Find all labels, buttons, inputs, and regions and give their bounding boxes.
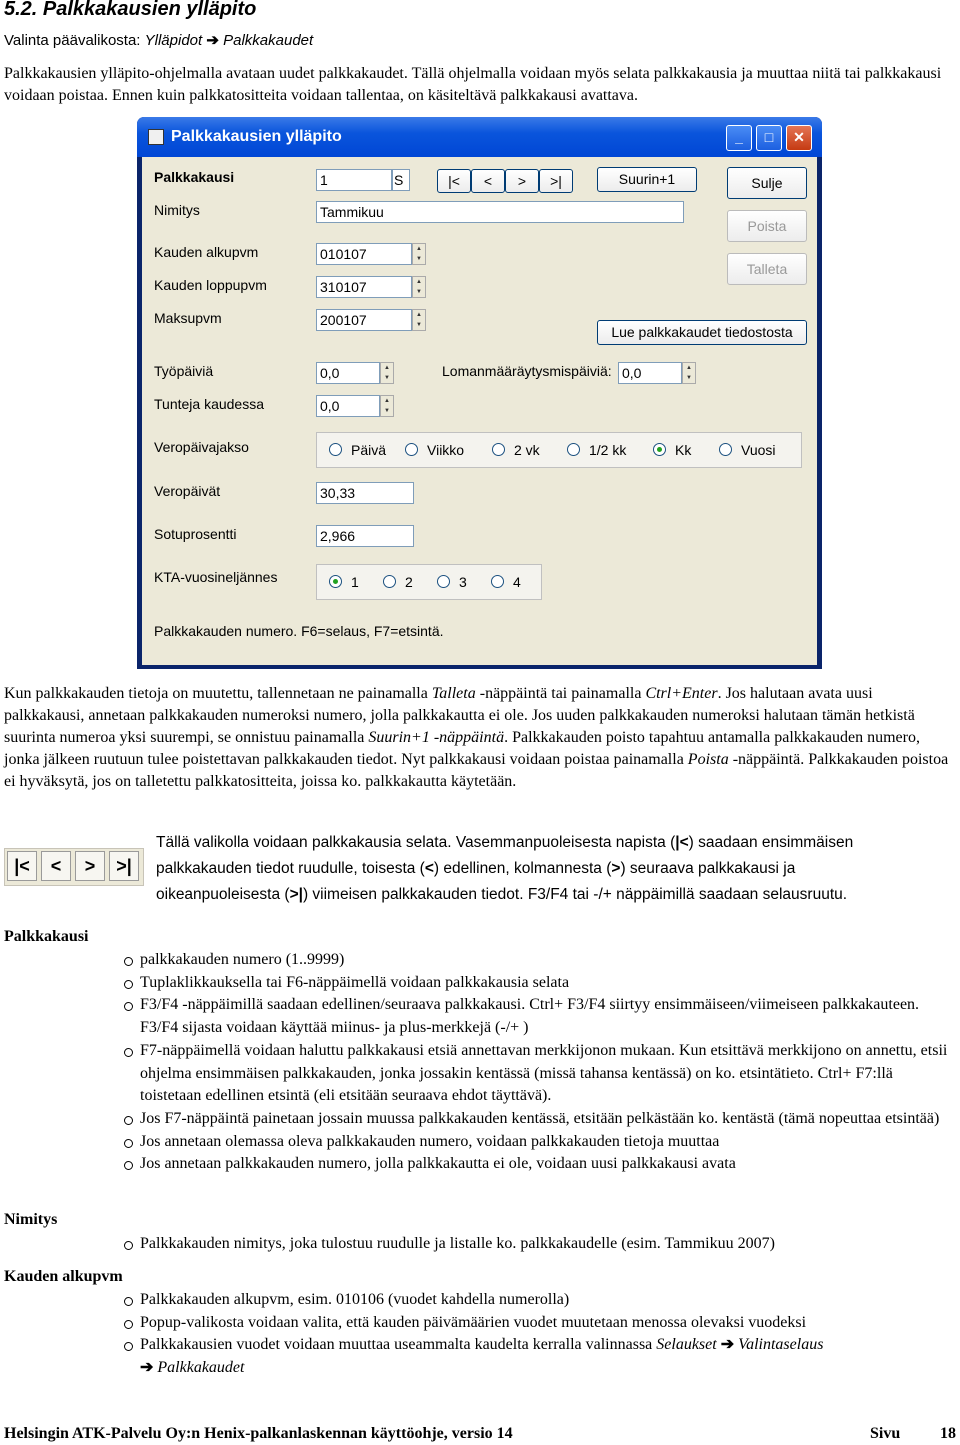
radio-circle-icon — [437, 575, 450, 588]
nav-text: ) edellinen, kolmannesta ( — [433, 860, 612, 877]
lomanmaaritys-input[interactable]: 0,0 — [618, 362, 682, 384]
kta-group — [316, 564, 542, 600]
veropaivat-label: Veropäivät — [154, 483, 221, 499]
lue-button[interactable]: Lue palkkakaudet tiedostosta — [597, 320, 807, 345]
lomanmaaritys-label: Lomanmääräytysmispäiviä: — [442, 363, 612, 379]
nav-text: oikeanpuoleisesta ( — [156, 886, 290, 903]
list-item: Jos annetaan palkkakauden numero, jolla palkkakautta ei ole, voidaan uusi palkkakausi avata — [124, 1153, 954, 1176]
nav-text: palkkakauden tiedot ruudulle, toisesta ( — [156, 860, 425, 877]
vero-option-label: Kk — [675, 442, 692, 458]
list-item: Palkkakauden alkupvm, esim. 010106 (vuodet kahdella numerolla) — [124, 1289, 954, 1312]
dialog-title: Palkkakausien ylläpito — [171, 128, 342, 145]
radio-circle-icon — [383, 575, 396, 588]
menu-path — [4, 31, 313, 49]
nav-line — [156, 830, 956, 856]
sulje-button[interactable]: Sulje — [727, 167, 807, 199]
kta-option[interactable] — [491, 574, 521, 590]
palkkakausi-list — [124, 949, 954, 1176]
vero-option[interactable] — [653, 442, 691, 458]
section-title-nimitys: Nimitys — [4, 1211, 58, 1228]
loppupvm-label: Kauden loppupvm — [154, 277, 267, 293]
tyopaivia-spinner[interactable]: ▲ ▼ — [380, 362, 394, 384]
footer-page-number: 18 — [940, 1425, 956, 1442]
veropaivajakso-group — [316, 432, 802, 468]
vero-option-label: Vuosi — [741, 442, 776, 458]
maksupvm-input[interactable]: 200107 — [316, 309, 412, 331]
first-button[interactable]: |< — [437, 169, 471, 193]
close-button[interactable]: ✕ — [786, 125, 812, 151]
radio-checked-icon — [329, 575, 342, 588]
para-em: Ctrl+Enter — [645, 685, 718, 702]
kta-option[interactable] — [383, 574, 413, 590]
sotu-input[interactable]: 2,966 — [316, 525, 414, 547]
radio-circle-icon — [491, 575, 504, 588]
page-heading: 5.2. Palkkakausien ylläpito — [4, 0, 257, 20]
prev-button[interactable]: < — [471, 169, 505, 193]
list-item: Popup-valikosta voidaan valita, että kauden päivämäärien vuodet muutetaan menossa olevaksi vuodeksi — [124, 1312, 954, 1335]
vero-option-label: 2 vk — [514, 442, 540, 458]
section-title-alkupvm: Kauden alkupvm — [4, 1268, 123, 1285]
section-title-palkkakausi: Palkkakausi — [4, 928, 89, 945]
nimitys-list — [124, 1233, 954, 1256]
status-text: Palkkakauden numero. F6=selaus, F7=etsintä. — [154, 623, 444, 639]
para-em: Poista — [687, 751, 729, 768]
list-item: F3/F4 -näppäimillä saadaan edellinen/seuraava palkkakausi. Ctrl+ F3/F4 siirtyy ensimmäiseen/viimeiseen palkkakauteen. F3/F4 sijasta voidaan käyttää miinus- ja plus-merkkejä (-/+ ) — [124, 994, 954, 1039]
radio-circle-icon — [492, 443, 505, 456]
last-button[interactable]: >| — [539, 169, 573, 193]
footer-title: Helsingin ATK-Palvelu Oy:n Henix-palkanlaskennan käyttöohje, versio 14 — [4, 1425, 513, 1442]
list-item-em: Palkkakaudet — [157, 1359, 245, 1377]
next-glyph-icon: > — [611, 860, 621, 877]
palkkakausi-input[interactable]: 1 — [316, 169, 392, 191]
vero-option[interactable] — [567, 442, 626, 458]
nav-line — [156, 856, 956, 882]
dialog-titlebar — [137, 117, 822, 157]
vero-option[interactable] — [405, 442, 464, 458]
list-item: Palkkakauden nimitys, joka tulostuu ruudulle ja listalle ko. palkkakaudelle (esim. Tammikuu 2007) — [124, 1233, 954, 1256]
kta-option-label: 1 — [351, 574, 359, 590]
maximize-button[interactable]: □ — [756, 125, 782, 151]
list-item: palkkakauden numero (1..9999) — [124, 949, 954, 972]
nav-text: ) saadaan ensimmäisen — [688, 834, 854, 851]
list-item: Jos F7-näppäintä painetaan jossain muussa palkkakauden kentässä, etsitään pelkästään ko. kentästä (tämä nopeuttaa etsintää) — [124, 1108, 954, 1131]
nav-buttons-image — [4, 848, 144, 886]
first-icon: |< — [7, 851, 37, 881]
alkupvm-spinner[interactable]: ▲ ▼ — [412, 243, 426, 265]
maksupvm-label: Maksupvm — [154, 310, 222, 326]
sotu-label: Sotuprosentti — [154, 526, 237, 542]
para-text: . Palkkakauden poisto tapahtuu antamalla palkkakauden numero, jonka jälkeen ruutuun tulee poistettavan palkkakauden tiedot. Nyt palkkakausi voidaan poistaa painamalla — [4, 729, 920, 768]
radio-circle-icon — [405, 443, 418, 456]
lomanmaaritys-spinner[interactable]: ▲ ▼ — [682, 362, 696, 384]
list-item-em: Selaukset — [656, 1336, 717, 1354]
talleta-button[interactable]: Talleta — [727, 253, 807, 285]
radio-circle-icon — [567, 443, 580, 456]
instructions-paragraph — [4, 683, 954, 793]
vero-option[interactable] — [329, 442, 386, 458]
list-item-em: Valintaselaus — [738, 1336, 824, 1354]
para-text: Kun palkkakauden tietoja on muutettu, tallennetaan ne painamalla — [4, 685, 432, 702]
app-icon — [148, 129, 164, 145]
list-item: Tuplaklikkauksella tai F6-näppäimellä voidaan palkkakausia selata — [124, 972, 954, 995]
menu-path-prefix: Valinta päävalikosta: — [4, 32, 145, 49]
last-glyph-icon: >| — [289, 886, 303, 903]
nav-text: ) seuraava palkkakausi ja — [620, 860, 796, 877]
menu-path-item2: Palkkakaudet — [223, 32, 314, 49]
menu-path-item1: Ylläpidot — [144, 32, 203, 49]
radio-circle-icon — [719, 443, 732, 456]
prev-glyph-icon: < — [424, 860, 434, 877]
dialog-client — [142, 157, 817, 665]
kta-option-label: 4 — [513, 574, 521, 590]
tyopaivia-label: Työpäiviä — [154, 363, 214, 379]
prev-icon: < — [41, 851, 71, 881]
arrow-icon: ➔ — [206, 32, 219, 49]
nav-text: ) viimeisen palkkakauden tiedot. F3/F4 tai -/+ näppäimillä saadaan selausruutu. — [302, 886, 848, 903]
palkkakausi-label: Palkkakausi — [154, 169, 235, 185]
list-item: F7-näppäimellä voidaan haluttu palkkakausi etsiä annettavan merkkijonon mukaan. Kun etsittävä merkkijono on annettu, etsii ohjelma ensimmäisen palkkakauden, jonka jossakin kentässä (missä tahansa kentässä) on ko. etsintätieto. Ctrl+ F7:llä toistetaan edellinen etsintä (eli etsitään seuraava ehdot täyttävä). — [124, 1040, 954, 1108]
list-item — [124, 1334, 954, 1379]
vero-option-label: Viikko — [427, 442, 465, 458]
last-icon: >| — [109, 851, 139, 881]
tunteja-input[interactable]: 0,0 — [316, 395, 380, 417]
para-text: -näppäintä tai painamalla — [475, 685, 646, 702]
para-text: . Jos halutaan avata uusi palkkakausi, annetaan palkkakauden numeroksi numero, jolla palkkakautta ei ole. Jos uuden palkkakauden numeroksi halutaan tämän hetkistä suurinta numeroa yksi suurempi, se onnistuu painamalla — [4, 685, 915, 746]
veropaivat-input[interactable]: 30,33 — [316, 482, 414, 504]
arrow-icon: ➔ — [140, 1359, 154, 1377]
suurin-button[interactable]: Suurin+1 — [597, 167, 697, 192]
nimitys-input[interactable]: Tammikuu — [316, 201, 684, 223]
list-item-text: Palkkakausien vuodet voidaan muuttaa useammalta kaudelta kerralla valinnassa — [140, 1336, 657, 1354]
kta-option[interactable] — [329, 574, 359, 590]
footer-page-label: Sivu — [870, 1425, 901, 1442]
para-text: -näppäintä. Palkkakauden poistoa ei hyväksytä, jos on talletettu palkkatositteita, joissa ko. palkkakautta käytetään. — [4, 751, 949, 790]
intro-paragraph: Palkkakausien ylläpito-ohjelmalla avataan uudet palkkakaudet. Tällä ohjelmalla voidaan myös selata palkkakausia ja muuttaa niitä tai palkkakausi voidaan poistaa. Ennen kuin palkkatositteita voidaan tallentaa, on käsiteltävä palkkakausi avattava. — [4, 65, 942, 104]
next-button[interactable]: > — [505, 169, 539, 193]
maksupvm-spinner[interactable]: ▲ ▼ — [412, 309, 426, 331]
tunteja-label: Tunteja kaudessa — [154, 396, 264, 412]
radio-circle-icon — [329, 443, 342, 456]
minimize-button[interactable]: _ — [726, 125, 752, 151]
next-icon: > — [75, 851, 105, 881]
vero-option[interactable] — [719, 442, 776, 458]
arrow-icon: ➔ — [720, 1336, 735, 1354]
vero-option-label: Päivä — [351, 442, 387, 458]
tyopaivia-input[interactable]: 0,0 — [316, 362, 380, 384]
nav-text: Tällä valikolla voidaan palkkakausia selata. Vasemmanpuoleisesta napista ( — [156, 834, 676, 851]
nimitys-label: Nimitys — [154, 202, 200, 218]
first-glyph-icon: |< — [675, 834, 689, 851]
list-item: Jos annetaan olemassa oleva palkkakauden numero, voidaan palkkakauden tietoja muuttaa — [124, 1131, 954, 1154]
alkupvm-list — [124, 1289, 954, 1380]
footer — [4, 1425, 960, 1443]
nav-description — [156, 830, 956, 908]
nav-line — [156, 882, 956, 908]
dialog-window — [137, 117, 822, 669]
veropaivajakso-label: Veropäivajakso — [154, 439, 249, 455]
loppupvm-input[interactable]: 310107 — [316, 276, 412, 298]
s-field[interactable]: S — [392, 169, 410, 191]
loppupvm-spinner[interactable]: ▲ ▼ — [412, 276, 426, 298]
alkupvm-input[interactable]: 010107 — [316, 243, 412, 265]
para-em: Suurin+1 -näppäintä — [368, 729, 505, 746]
radio-checked-icon — [653, 443, 666, 456]
kta-option-label: 3 — [459, 574, 467, 590]
vero-option[interactable] — [492, 442, 540, 458]
vero-option-label: 1/2 kk — [589, 442, 627, 458]
tunteja-spinner[interactable]: ▲ ▼ — [380, 395, 394, 417]
para-em: Talleta — [431, 685, 476, 702]
alkupvm-label: Kauden alkupvm — [154, 244, 259, 260]
kta-label: KTA-vuosineljännes — [154, 569, 278, 585]
poista-button[interactable]: Poista — [727, 210, 807, 242]
kta-option-label: 2 — [405, 574, 413, 590]
kta-option[interactable] — [437, 574, 467, 590]
